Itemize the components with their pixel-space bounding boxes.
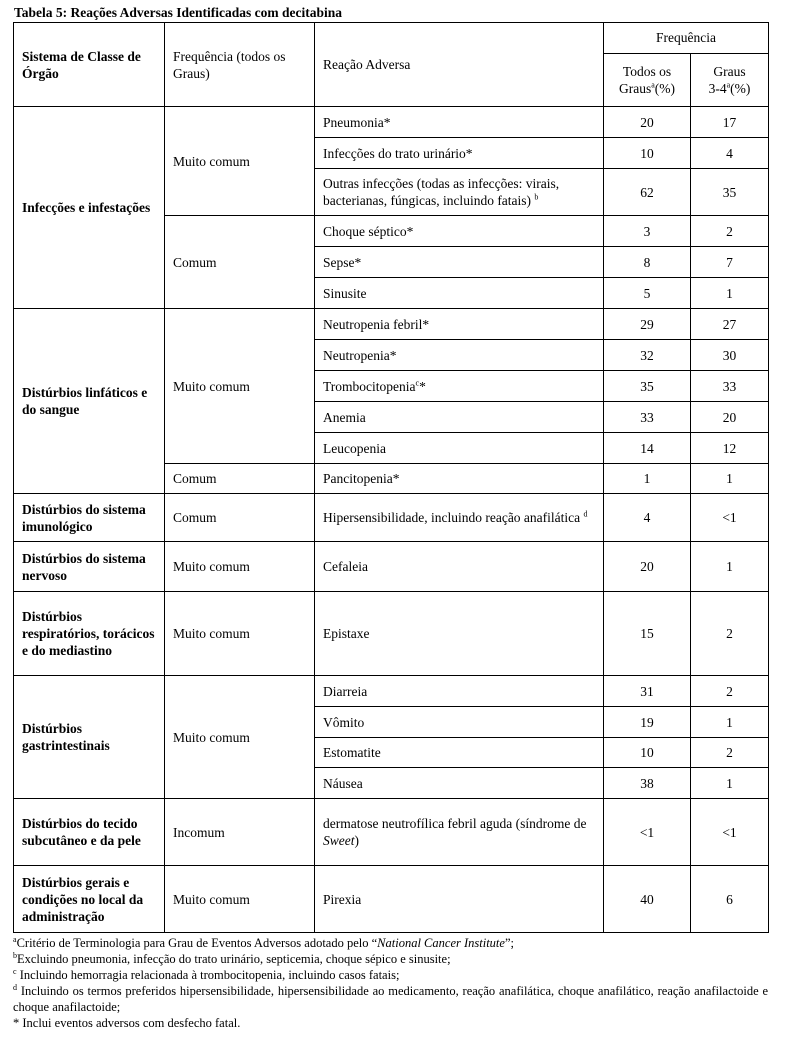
grades34-cell: <1	[691, 799, 769, 866]
reaction-text: dermatose neutrofílica febril aguda (síndrome de	[323, 816, 587, 831]
reaction-cell: Choque séptico*	[315, 216, 604, 247]
frequency-cell: Muito comum	[165, 309, 315, 464]
reaction-cell: Pirexia	[315, 866, 604, 933]
header-frequency: Frequência (todos os Graus)	[165, 23, 315, 107]
all-grades-cell: 1	[604, 464, 691, 494]
grades34-cell: 17	[691, 107, 769, 138]
header-grades-unit: (%)	[730, 80, 751, 96]
reaction-text: Trombocitopenia	[323, 378, 416, 394]
grades34-cell: 2	[691, 738, 769, 768]
all-grades-cell: 35	[604, 371, 691, 402]
reaction-cell: Neutropenia febril*	[315, 309, 604, 340]
reaction-cell	[315, 371, 604, 402]
frequency-cell: Muito comum	[165, 592, 315, 676]
reaction-cell: Anemia	[315, 402, 604, 433]
header-all-grades	[604, 53, 691, 106]
footnote-star: * Inclui eventos adversos com desfecho fatal.	[13, 1016, 241, 1030]
frequency-cell: Muito comum	[165, 866, 315, 933]
reaction-text: Hipersensibilidade, incluindo reação anafilática	[323, 510, 581, 525]
all-grades-cell: 20	[604, 107, 691, 138]
grades34-cell: 2	[691, 592, 769, 676]
header-system: Sistema de Classe de Órgão	[14, 23, 165, 107]
grades34-cell: 1	[691, 278, 769, 309]
system-cell: Distúrbios do sistema nervoso	[14, 542, 165, 592]
all-grades-cell: 8	[604, 247, 691, 278]
reaction-italic: Sweet	[323, 833, 355, 848]
system-cell: Distúrbios do sistema imunológico	[14, 494, 165, 542]
grades34-cell: 1	[691, 464, 769, 494]
frequency-cell: Comum	[165, 494, 315, 542]
all-grades-cell: 32	[604, 340, 691, 371]
reaction-suffix: *	[419, 378, 426, 394]
grades34-cell: 6	[691, 866, 769, 933]
grades34-cell: 2	[691, 216, 769, 247]
all-grades-cell: 29	[604, 309, 691, 340]
footnote-mark: c	[13, 966, 17, 976]
footnote-ref: c	[415, 378, 420, 387]
all-grades-cell: 40	[604, 866, 691, 933]
grades34-cell: 33	[691, 371, 769, 402]
footnote-b-text: Excluindo pneumonia, infecção do trato urinário, septicemia, choque sépico e sinusite;	[17, 952, 451, 966]
system-cell: Distúrbios respiratórios, torácicos e do mediastino	[14, 592, 165, 676]
system-cell: Infecções e infestações	[14, 107, 165, 309]
frequency-cell: Comum	[165, 464, 315, 494]
footnote-mark: b	[13, 950, 17, 960]
grades34-cell: 1	[691, 542, 769, 592]
footnote-a-pre: Critério de Terminologia para Grau de Eventos Adversos adotado pelo “	[16, 936, 378, 950]
footnote-b	[13, 951, 768, 967]
all-grades-cell: <1	[604, 799, 691, 866]
all-grades-cell: 5	[604, 278, 691, 309]
reaction-cell	[315, 799, 604, 866]
reaction-cell: Estomatite	[315, 738, 604, 768]
all-grades-cell: 38	[604, 768, 691, 799]
frequency-cell: Muito comum	[165, 676, 315, 799]
reaction-cell: Náusea	[315, 768, 604, 799]
header-grades-range: 3-4	[708, 80, 727, 96]
adverse-reactions-table	[13, 22, 769, 933]
system-cell: Distúrbios linfáticos e do sangue	[14, 309, 165, 494]
frequency-cell: Muito comum	[165, 542, 315, 592]
grades34-cell: 30	[691, 340, 769, 371]
reaction-cell: Vômito	[315, 707, 604, 738]
system-cell: Distúrbios gerais e condições no local da administração	[14, 866, 165, 933]
all-grades-cell: 10	[604, 738, 691, 768]
reaction-cell: Sepse*	[315, 247, 604, 278]
footnote-d-text: Incluindo os termos preferidos hipersensibilidade, hipersensibilidade ao medicamento, reação anafilática, choque anafilático, reação anafilactoide e choque anafilactoide;	[13, 984, 769, 1014]
reaction-tail: )	[354, 833, 359, 848]
reaction-cell: Sinusite	[315, 278, 604, 309]
footnote-c-text: Incluindo hemorragia relacionada à trombocitopenia, incluindo casos fatais;	[19, 968, 400, 982]
reaction-cell: Leucopenia	[315, 433, 604, 464]
grades34-cell: 12	[691, 433, 769, 464]
table-caption: Tabela 5: Reações Adversas Identificadas com decitabina	[14, 5, 342, 20]
all-grades-cell: 14	[604, 433, 691, 464]
all-grades-cell: 62	[604, 169, 691, 216]
grades34-cell: 4	[691, 138, 769, 169]
frequency-cell: Incomum	[165, 799, 315, 866]
reaction-text: Outras infecções (todas as infecções: virais, bacterianas, fúngicas, incluindo fatais)	[323, 176, 560, 208]
grades34-cell: 1	[691, 768, 769, 799]
reaction-cell: Pneumonia*	[315, 107, 604, 138]
header-all-grades-unit: (%)	[654, 80, 676, 96]
header-all-grades-sup: a	[651, 80, 655, 90]
all-grades-cell: 20	[604, 542, 691, 592]
frequency-cell: Comum	[165, 216, 315, 309]
reaction-cell: Infecções do trato urinário*	[315, 138, 604, 169]
all-grades-cell: 33	[604, 402, 691, 433]
grades34-cell: 20	[691, 402, 769, 433]
header-grades-sup: a	[726, 80, 731, 90]
all-grades-cell: 31	[604, 676, 691, 707]
footnote-a-post: ”;	[504, 936, 514, 950]
reaction-cell: Diarreia	[315, 676, 604, 707]
grades34-cell: 35	[691, 169, 769, 216]
header-grades-label: Graus	[713, 63, 746, 79]
grades34-cell: <1	[691, 494, 769, 542]
footnote-ref: d	[583, 509, 588, 519]
all-grades-cell: 3	[604, 216, 691, 247]
all-grades-cell: 15	[604, 592, 691, 676]
all-grades-cell: 4	[604, 494, 691, 542]
reaction-cell: Neutropenia*	[315, 340, 604, 371]
grades34-cell: 1	[691, 707, 769, 738]
footnote-a	[13, 935, 768, 951]
reaction-cell: Epistaxe	[315, 592, 604, 676]
header-all-grades-label: Todos os Graus	[618, 63, 672, 96]
footnote-ref: b	[534, 192, 539, 202]
reaction-cell: Pancitopenia*	[315, 464, 604, 494]
header-frequency-group: Frequência	[604, 23, 769, 54]
all-grades-cell: 10	[604, 138, 691, 169]
reaction-cell: Cefaleia	[315, 542, 604, 592]
grades34-cell: 27	[691, 309, 769, 340]
header-reaction: Reação Adversa	[315, 23, 604, 107]
frequency-cell: Muito comum	[165, 107, 315, 216]
grades34-cell: 7	[691, 247, 769, 278]
all-grades-cell: 19	[604, 707, 691, 738]
footnotes	[13, 935, 768, 1031]
header-grades-3-4	[691, 53, 769, 106]
system-cell: Distúrbios do tecido subcutâneo e da pele	[14, 799, 165, 866]
footnote-mark: d	[13, 982, 17, 992]
reaction-cell	[315, 169, 604, 216]
footnote-a-italic: National Cancer Institute	[377, 936, 505, 950]
grades34-cell: 2	[691, 676, 769, 707]
footnote-d	[13, 983, 768, 1015]
footnote-mark: a	[13, 934, 17, 944]
reaction-cell	[315, 494, 604, 542]
footnote-c	[13, 967, 768, 983]
system-cell: Distúrbios gastrintestinais	[14, 676, 165, 799]
